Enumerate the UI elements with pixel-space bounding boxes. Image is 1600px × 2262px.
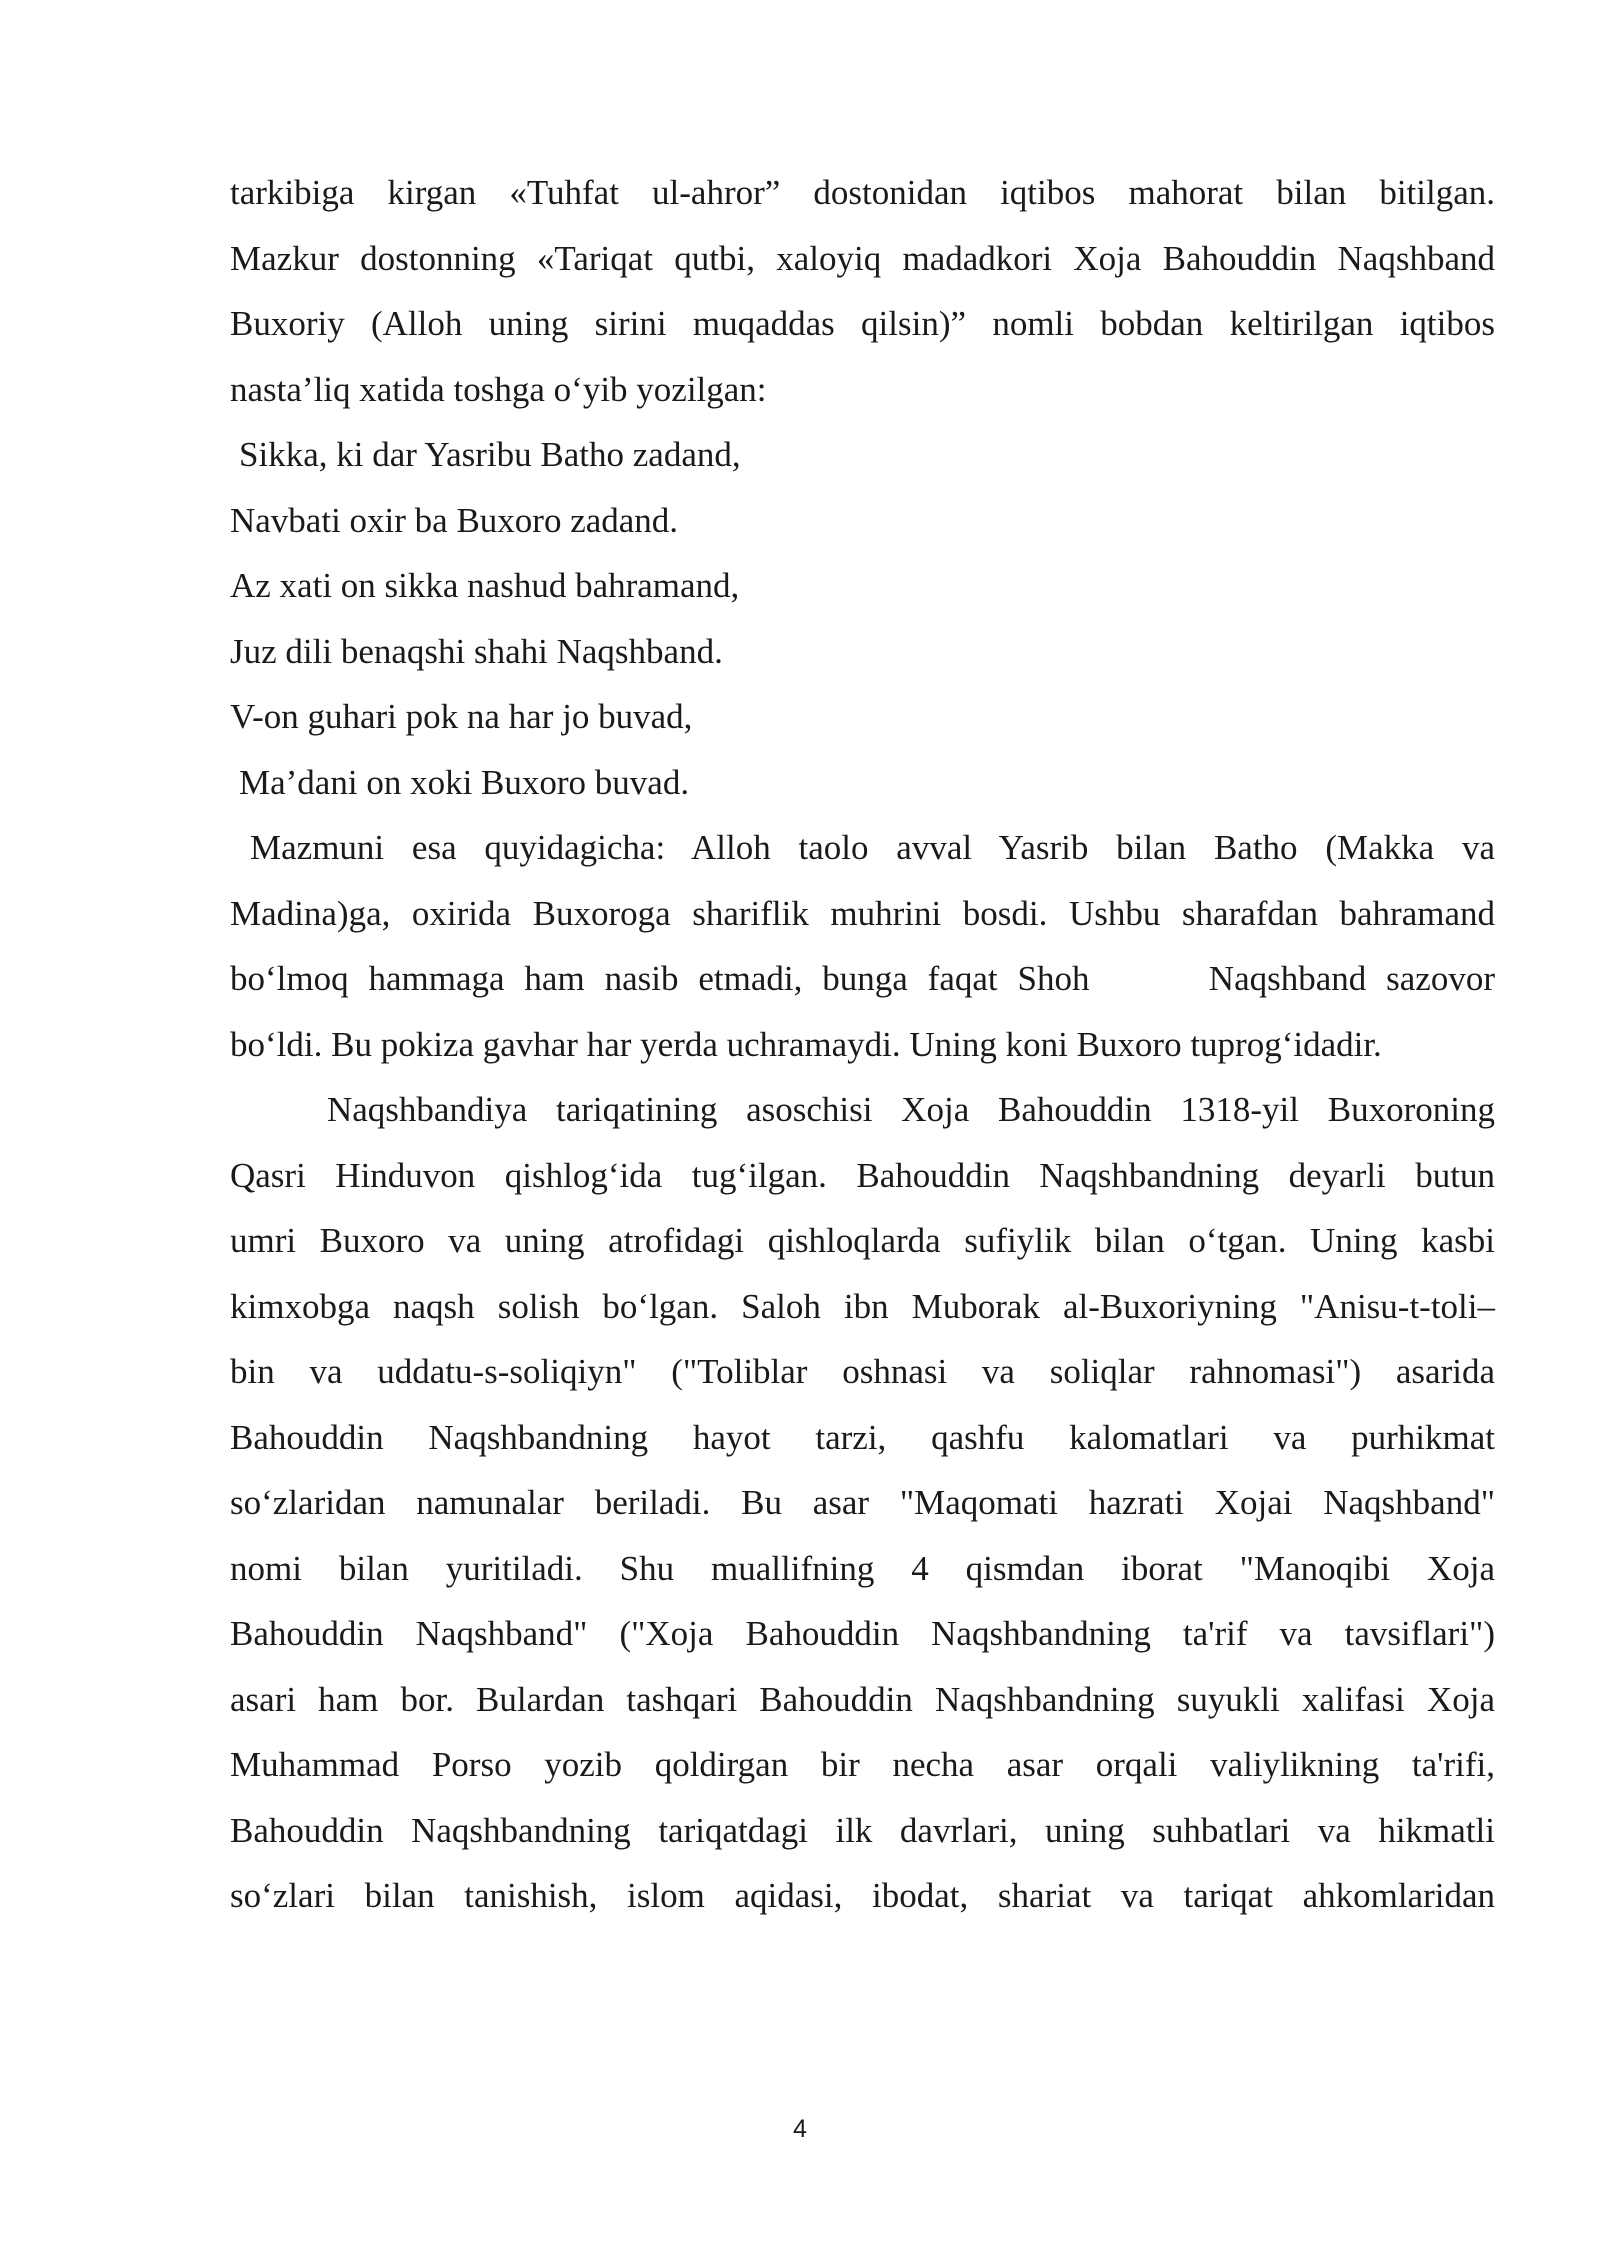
poem-line: Juz dili benaqshi shahi Naqshband.: [230, 631, 723, 671]
page-number: 4: [793, 2115, 807, 2143]
poem-line: V-on guhari pok na har jo buvad,: [230, 697, 693, 736]
text-line: nomi bilan yuritiladi. Shu muallifning 4 qismdan iborat "Manoqibi Xoja: [230, 1548, 1495, 1588]
text-line: kimxobga naqsh solish bo‘lgan. Saloh ibn Muborak al-Buxoriyning "Anisu-t-toli–: [230, 1286, 1495, 1326]
text-line: Madina)ga, oxirida Buxoroga shariflik muhrini bosdi. Ushbu sharafdan bahramand: [230, 893, 1495, 933]
document-page: [230, 160, 1495, 1929]
poem-line: Navbati oxir ba Buxoro zadand.: [230, 500, 679, 540]
text-line: tarkibiga kirgan «Tuhfat ul-ahror” dostonidan iqtibos mahorat bilan bitilgan.: [230, 173, 1495, 212]
poem-line: Ma’dani on xoki Buxoro buvad.: [239, 762, 690, 802]
text-line: Mazkur dostonning «Tariqat qutbi, xaloyiq madadkori Xoja Bahouddin Naqshband: [230, 238, 1495, 278]
poem-line: Sikka, ki dar Yasribu Batho zadand,: [239, 435, 741, 474]
text-line: nasta’liq xatida toshga o‘yib yozilgan:: [230, 369, 767, 409]
text-line: Muhammad Porso yozib qoldirgan bir necha asar orqali valiylikning ta'rifi,: [230, 1745, 1495, 1784]
text-line: bin va uddatu-s-soliqiyn" ("Toliblar oshnasi va soliqlar rahnomasi") asarida: [230, 1352, 1495, 1391]
text-line: Bahouddin Naqshbandning tariqatdagi ilk davrlari, uning suhbatlari va hikmatli: [230, 1810, 1495, 1850]
text-line: Naqshbandiya tariqatining asoschisi Xoja Bahouddin 1318-yil Buxoroning: [327, 1090, 1495, 1129]
text-line: so‘zlaridan namunalar beriladi. Bu asar "Maqomati hazrati Xojai Naqshband": [230, 1483, 1495, 1522]
text-line: bo‘lmoq hammaga ham nasib etmadi, bunga faqat Shoh Naqshband sazovor: [230, 959, 1495, 998]
poem-line: Az xati on sikka nashud bahramand,: [230, 566, 740, 605]
text-line: umri Buxoro va uning atrofidagi qishloqlarda sufiylik bilan o‘tgan. Uning kasbi: [230, 1221, 1495, 1260]
text-line: Bahouddin Naqshband" ("Xoja Bahouddin Naqshbandning ta'rif va tavsiflari"): [230, 1614, 1495, 1653]
text-line: Qasri Hinduvon qishlog‘ida tug‘ilgan. Bahouddin Naqshbandning deyarli butun: [230, 1155, 1495, 1195]
text-line: so‘zlari bilan tanishish, islom aqidasi, ibodat, shariat va tariqat ahkomlaridan: [230, 1876, 1495, 1915]
text-line: Buxoriy (Alloh uning sirini muqaddas qilsin)” nomli bobdan keltirilgan iqtibos: [230, 304, 1495, 343]
text-line: Mazmuni esa quyidagicha: Alloh taolo avval Yasrib bilan Batho (Makka va: [250, 828, 1495, 867]
text-line: asari ham bor. Bulardan tashqari Bahouddin Naqshbandning suyukli xalifasi Xoja: [230, 1679, 1495, 1719]
text-line: bo‘ldi. Bu pokiza gavhar har yerda uchramaydi. Uning koni Buxoro tuprog‘idadir.: [230, 1024, 1382, 1064]
text-line: Bahouddin Naqshbandning hayot tarzi, qashfu kalomatlari va purhikmat: [230, 1417, 1495, 1457]
